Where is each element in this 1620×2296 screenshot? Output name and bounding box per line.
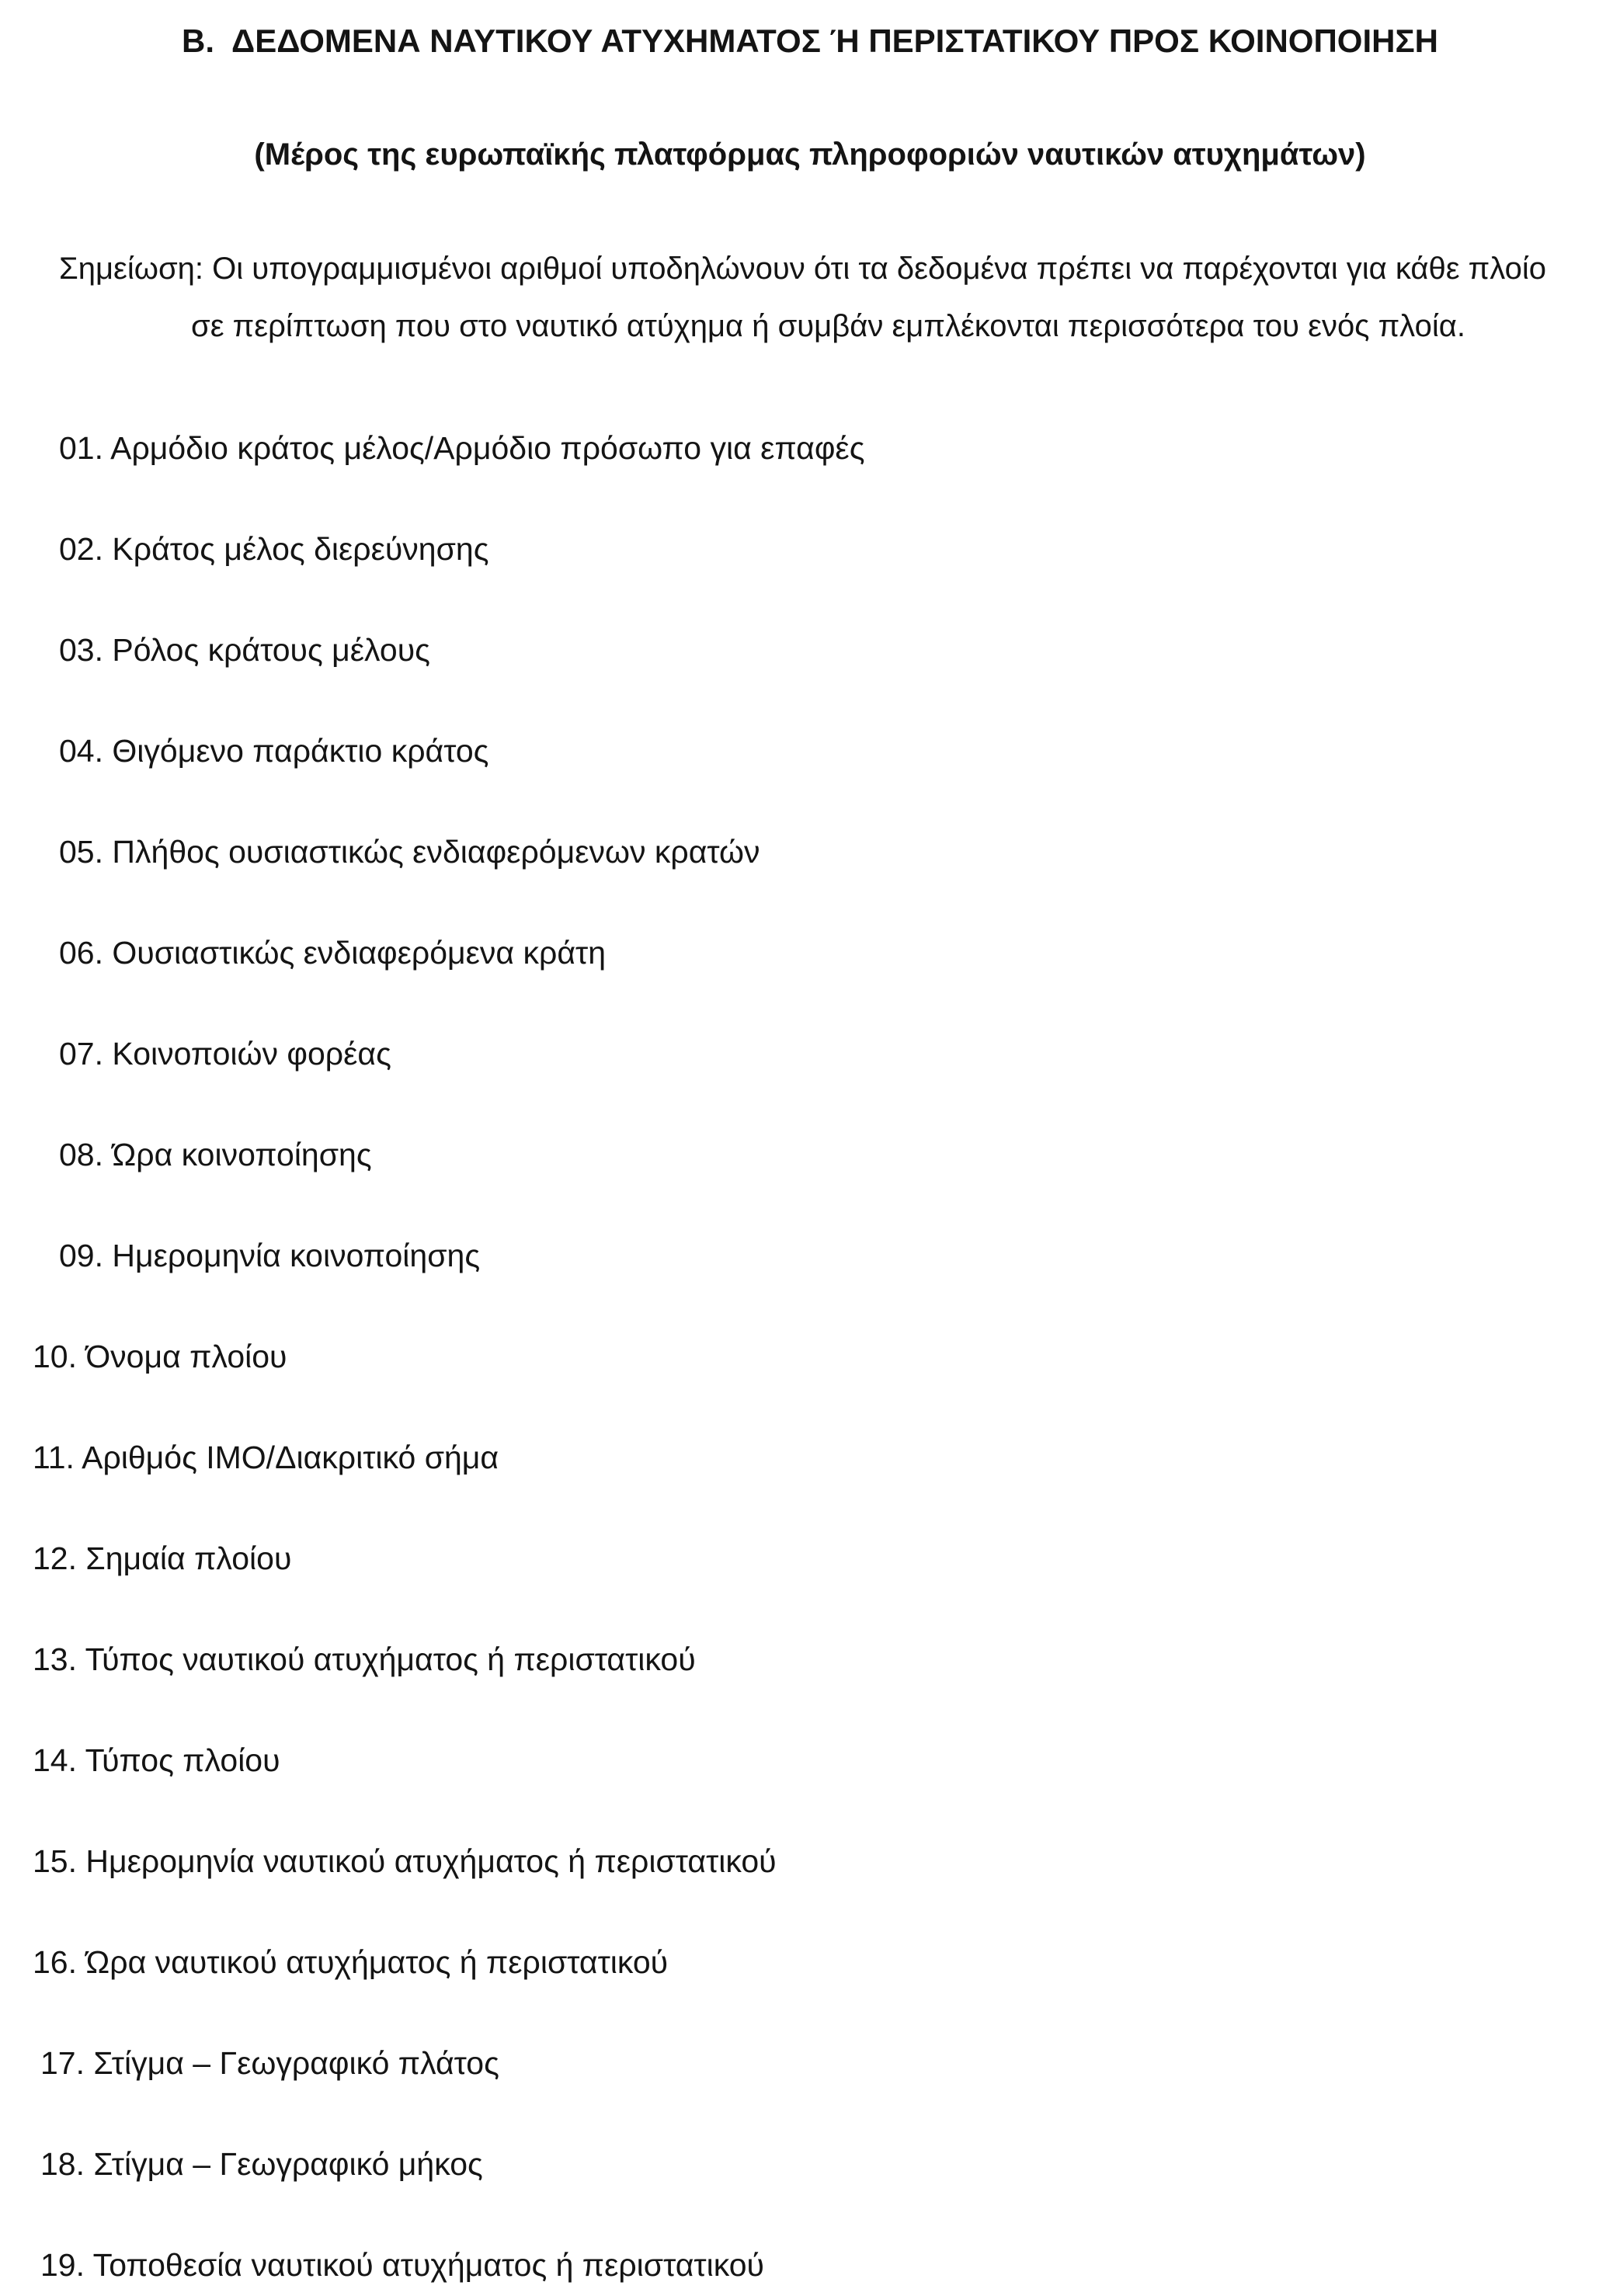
item-label: Στίγμα – Γεωγραφικό πλάτος <box>93 2045 499 2081</box>
item-label: Τύπος ναυτικού ατυχήματος ή περιστατικού <box>85 1641 696 1677</box>
item-label: Κοινοποιών φορέας <box>112 1036 391 1072</box>
item-number: 10. <box>33 1339 77 1374</box>
item-number: 02. <box>59 531 103 567</box>
item-number: 07. <box>59 1036 103 1072</box>
list-item-10 <box>0 1337 1620 1438</box>
item-label: Τοποθεσία ναυτικού ατυχήματος ή περιστατικού <box>92 2247 764 2283</box>
item-label: Ώρα ναυτικού ατυχήματος ή περιστατικού <box>85 1944 669 1980</box>
item-label: Ημερομηνία κοινοποίησης <box>112 1238 481 1273</box>
item-number: 11. <box>33 1440 75 1475</box>
note-text-1: Οι υπογραμμισμένοι αριθμοί υποδηλώνουν ότι τα δεδομένα πρέπει να παρέχονται για κάθε πλοίο <box>212 252 1547 286</box>
list-item-04 <box>0 731 1620 832</box>
list-item-18 <box>0 2145 1620 2246</box>
list-item-13 <box>0 1640 1620 1741</box>
list-item-12 <box>0 1539 1620 1640</box>
list-item-06 <box>0 933 1620 1034</box>
list-item-19 <box>0 2246 1620 2296</box>
section-title-text: ΔΕΔΟΜΕΝΑ ΝΑΥΤΙΚΟΥ ΑΤΥΧΗΜΑΤΟΣ Ή ΠΕΡΙΣΤΑΤΙΚΟΥ ΠΡΟΣ ΚΟΙΝΟΠΟΙΗΣΗ <box>231 23 1438 59</box>
item-number: 01. <box>59 430 103 466</box>
item-number: 17. <box>40 2045 85 2081</box>
list-item-07 <box>0 1034 1620 1135</box>
item-label: Ημερομηνία ναυτικού ατυχήματος ή περιστατικού <box>85 1843 777 1879</box>
item-number: 13. <box>33 1641 77 1677</box>
item-label: Τύπος πλοίου <box>85 1742 280 1778</box>
item-number: 08. <box>59 1137 103 1172</box>
subtitle: (Μέρος της ευρωπαϊκής πλατφόρμας πληροφοριών ναυτικών ατυχημάτων) <box>254 137 1366 172</box>
item-number: 04. <box>59 733 103 769</box>
item-label: Κράτος μέλος διερεύνησης <box>112 531 489 567</box>
list-item-15 <box>0 1842 1620 1943</box>
data-field-list <box>0 429 1620 2296</box>
item-label: Αρμόδιο κράτος μέλος/Αρμόδιο πρόσωπο για επαφές <box>110 430 865 466</box>
list-item-02 <box>0 530 1620 630</box>
item-number: 05. <box>59 834 103 870</box>
item-number: 19. <box>40 2247 85 2283</box>
list-item-16 <box>0 1943 1620 2044</box>
list-item-08 <box>0 1135 1620 1236</box>
item-label: Ουσιαστικώς ενδιαφερόμενα κράτη <box>112 935 607 971</box>
item-label: Θιγόμενο παράκτιο κράτος <box>112 733 489 769</box>
item-number: 12. <box>33 1541 77 1576</box>
item-number: 16. <box>33 1944 77 1980</box>
item-label: Πλήθος ουσιαστικώς ενδιαφερόμενων κρατών <box>112 834 760 870</box>
item-label: Ρόλος κράτους μέλους <box>112 632 430 668</box>
item-label: Σημαία πλοίου <box>85 1541 292 1576</box>
item-label: Όνομα πλοίου <box>85 1339 287 1374</box>
item-number: 09. <box>59 1238 103 1273</box>
list-item-11 <box>0 1438 1620 1539</box>
section-title <box>0 20 1620 62</box>
item-label: Στίγμα – Γεωγραφικό μήκος <box>93 2146 483 2182</box>
section-number: Β. <box>182 23 214 59</box>
list-item-01 <box>0 429 1620 530</box>
list-item-09 <box>0 1236 1620 1337</box>
list-item-17 <box>0 2044 1620 2145</box>
item-label: Ώρα κοινοποίησης <box>112 1137 372 1172</box>
note-label: Σημείωση: <box>59 252 204 286</box>
note-line-2: σε περίπτωση που στο ναυτικό ατύχημα ή συμβάν εμπλέκονται περισσότερα του ενός πλοία. <box>191 309 1465 343</box>
list-item-03 <box>0 630 1620 731</box>
item-number: 18. <box>40 2146 85 2182</box>
item-number: 15. <box>33 1843 77 1879</box>
item-number: 06. <box>59 935 103 971</box>
item-label: Αριθμός ΙΜΟ/Διακριτικό σήμα <box>82 1440 499 1475</box>
note-line-1 <box>59 249 1546 288</box>
item-number: 03. <box>59 632 103 668</box>
list-item-14 <box>0 1741 1620 1842</box>
item-number: 14. <box>33 1742 77 1778</box>
list-item-05 <box>0 832 1620 933</box>
